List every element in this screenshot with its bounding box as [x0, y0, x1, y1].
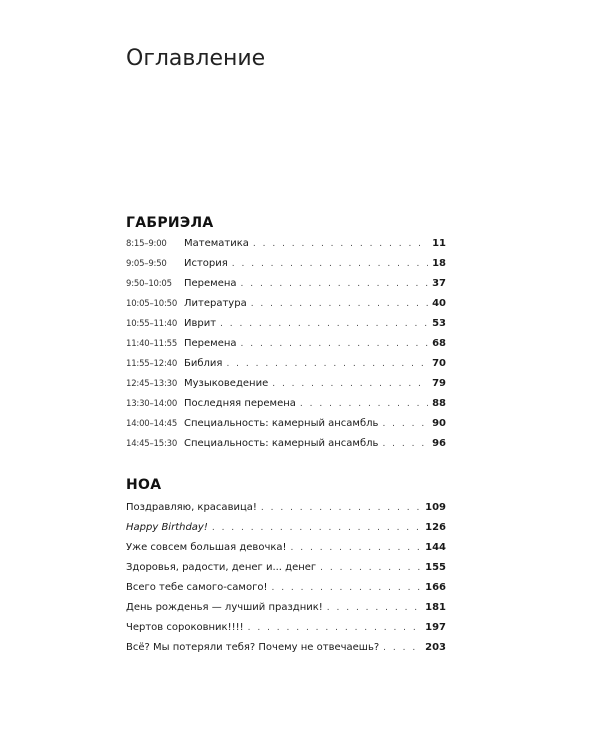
toc-title: Всё? Мы потеряли тебя? Почему не отвечаешь? — [126, 642, 380, 653]
leader-dots — [382, 434, 428, 454]
toc-page-number: 88 — [432, 398, 446, 409]
toc-title: Музыковедение — [184, 378, 269, 389]
toc-entry[interactable] — [126, 598, 446, 618]
toc-title: День рожденья — лучший праздник! — [126, 602, 323, 613]
toc-title: Специальность: камерный ансамбль — [184, 418, 379, 429]
toc-title: Здоровья, радости, денег и... денег — [126, 562, 317, 573]
section-heading: НОА — [126, 477, 162, 493]
toc-page-number: 181 — [425, 602, 446, 613]
toc-time: 13:30–14:00 — [126, 399, 178, 409]
toc-section-gabriela — [126, 212, 446, 454]
toc-time: 10:55–11:40 — [126, 319, 178, 329]
leader-dots — [241, 334, 428, 354]
toc-list — [126, 234, 446, 454]
toc-title: Happy Birthday! — [126, 522, 208, 533]
toc-title: Перемена — [184, 278, 237, 289]
toc-entry[interactable] — [126, 234, 446, 254]
leader-dots — [271, 578, 421, 598]
toc-time: 9:50–10:05 — [126, 279, 172, 289]
toc-entry[interactable] — [126, 374, 446, 394]
toc-page-number: 166 — [425, 582, 446, 593]
toc-page-number: 203 — [425, 642, 446, 653]
toc-entry[interactable] — [126, 354, 446, 374]
leader-dots — [272, 374, 428, 394]
toc-time: 8:15–9:00 — [126, 239, 167, 249]
toc-title: Последняя перемена — [184, 398, 296, 409]
toc-page-number: 197 — [425, 622, 446, 633]
toc-entry[interactable] — [126, 394, 446, 414]
toc-entry[interactable] — [126, 254, 446, 274]
toc-page-number: 53 — [432, 318, 446, 329]
toc-time: 10:05–10:50 — [126, 299, 178, 309]
toc-entry[interactable] — [126, 618, 446, 638]
page-title: Оглавление — [126, 46, 266, 71]
toc-entry[interactable] — [126, 334, 446, 354]
toc-entry[interactable] — [126, 294, 446, 314]
toc-title: Специальность: камерный ансамбль — [184, 438, 379, 449]
toc-title: Поздравляю, красавица! — [126, 502, 257, 513]
leader-dots — [300, 394, 428, 414]
toc-title: Библия — [184, 358, 223, 369]
toc-time: 14:00–14:45 — [126, 419, 178, 429]
leader-dots — [291, 538, 422, 558]
leader-dots — [248, 618, 422, 638]
toc-page-number: 79 — [432, 378, 446, 389]
toc-page-number: 90 — [432, 418, 446, 429]
leader-dots — [382, 414, 428, 434]
leader-dots — [327, 598, 421, 618]
toc-entry[interactable] — [126, 314, 446, 334]
toc-page-number: 68 — [432, 338, 446, 349]
leader-dots — [220, 314, 428, 334]
leader-dots — [212, 518, 421, 538]
toc-time: 12:45–13:30 — [126, 379, 178, 389]
toc-title: Чертов сороковник!!!! — [126, 622, 244, 633]
toc-page-number: 96 — [432, 438, 446, 449]
toc-title: Литература — [184, 298, 247, 309]
leader-dots — [241, 274, 428, 294]
toc-entry[interactable] — [126, 558, 446, 578]
toc-title: Иврит — [184, 318, 217, 329]
toc-title: Уже совсем большая девочка! — [126, 542, 287, 553]
toc-entry[interactable] — [126, 274, 446, 294]
toc-page-number: 109 — [425, 502, 446, 513]
toc-list — [126, 498, 446, 658]
toc-section-noa — [126, 474, 446, 658]
toc-entry[interactable] — [126, 578, 446, 598]
leader-dots — [261, 498, 421, 518]
section-heading: ГАБРИЭЛА — [126, 215, 214, 231]
toc-title: Математика — [184, 238, 249, 249]
toc-page-number: 37 — [432, 278, 446, 289]
leader-dots — [320, 558, 421, 578]
leader-dots — [251, 294, 428, 314]
toc-entry[interactable] — [126, 518, 446, 538]
toc-entry[interactable] — [126, 538, 446, 558]
leader-dots — [383, 638, 421, 658]
leader-dots — [232, 254, 428, 274]
toc-time: 14:45–15:30 — [126, 439, 178, 449]
toc-entry[interactable] — [126, 414, 446, 434]
toc-page-number: 70 — [432, 358, 446, 369]
toc-page-number: 144 — [425, 542, 446, 553]
toc-page-number: 11 — [432, 238, 446, 249]
toc-time: 11:40–11:55 — [126, 339, 178, 349]
toc-page-number: 155 — [425, 562, 446, 573]
toc-title: Всего тебе самого-самого! — [126, 582, 268, 593]
toc-entry[interactable] — [126, 498, 446, 518]
toc-page-number: 126 — [425, 522, 446, 533]
toc-page-number: 18 — [432, 258, 446, 269]
leader-dots — [253, 234, 428, 254]
toc-time: 11:55–12:40 — [126, 359, 178, 369]
toc-page-number: 40 — [432, 298, 446, 309]
toc-entry[interactable] — [126, 638, 446, 658]
leader-dots — [226, 354, 428, 374]
toc-title: История — [184, 258, 228, 269]
toc-entry[interactable] — [126, 434, 446, 454]
toc-time: 9:05–9:50 — [126, 259, 167, 269]
toc-title: Перемена — [184, 338, 237, 349]
